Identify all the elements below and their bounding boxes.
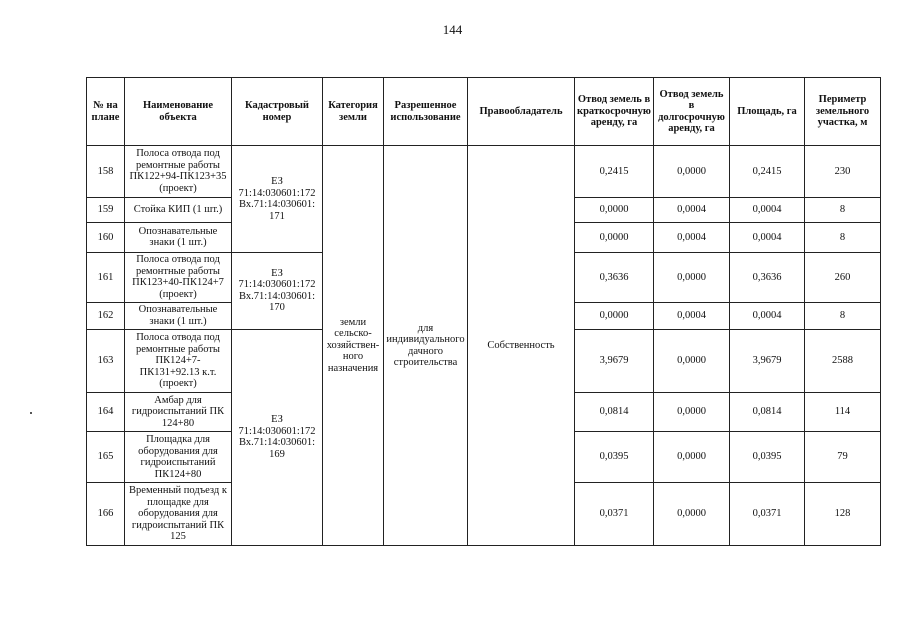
long-term-lease-cell: 0,0000 [654, 431, 730, 483]
area-cell: 0,0371 [730, 483, 805, 546]
perimeter-cell: 114 [805, 393, 881, 431]
area-cell: 3,9679 [730, 329, 805, 393]
area-cell: 0,0814 [730, 393, 805, 431]
header-plan-number: № на плане [87, 78, 125, 146]
area-cell: 0,0004 [730, 197, 805, 222]
area-cell: 0,2415 [730, 146, 805, 198]
area-cell: 0,3636 [730, 253, 805, 302]
short-term-lease-cell: 0,2415 [575, 146, 654, 198]
object-name-cell: Стойка КИП (1 шт.) [125, 197, 232, 222]
header-row [87, 78, 881, 146]
perimeter-cell: 128 [805, 483, 881, 546]
header-cadastral-number: Кадастровый номер [232, 78, 323, 146]
plan-number-cell: 163 [87, 329, 125, 393]
plan-number-cell: 162 [87, 302, 125, 329]
plan-number-cell: 166 [87, 483, 125, 546]
long-term-lease-cell: 0,0000 [654, 329, 730, 393]
cadastral-number-cell: ЕЗ 71:14:030601:172 Вх.71:14:030601: 169 [232, 329, 323, 545]
long-term-lease-cell: 0,0000 [654, 146, 730, 198]
object-name-cell: Временный подъезд к площадке для оборудования для гидроиспытаний ПК 125 [125, 483, 232, 546]
plan-number-cell: 158 [87, 146, 125, 198]
perimeter-cell: 2588 [805, 329, 881, 393]
short-term-lease-cell: 3,9679 [575, 329, 654, 393]
plan-number-cell: 160 [87, 222, 125, 252]
long-term-lease-cell: 0,0004 [654, 222, 730, 252]
cadastral-number-cell: ЕЗ 71:14:030601:172 Вх.71:14:030601: 170 [232, 253, 323, 330]
cadastral-number-cell: ЕЗ 71:14:030601:172 Вх.71:14:030601: 171 [232, 146, 323, 253]
object-name-cell: Полоса отвода под ремонтные работы ПК124+7-ПК131+92.13 к.т. (проект) [125, 329, 232, 393]
area-cell: 0,0395 [730, 431, 805, 483]
long-term-lease-cell: 0,0000 [654, 393, 730, 431]
table-row [87, 146, 881, 198]
perimeter-cell: 8 [805, 222, 881, 252]
short-term-lease-cell: 0,0395 [575, 431, 654, 483]
permitted-use-cell: для индивидуального дачного строительства [384, 146, 468, 546]
perimeter-cell: 8 [805, 302, 881, 329]
scan-speck [30, 412, 32, 414]
header-land-category: Категория земли [323, 78, 384, 146]
header-perimeter: Периметр земельного участка, м [805, 78, 881, 146]
land-category-cell: земли сельско-хозяйствен-ного назначения [323, 146, 384, 546]
short-term-lease-cell: 0,0371 [575, 483, 654, 546]
header-object-name: Наименование объекта [125, 78, 232, 146]
area-cell: 0,0004 [730, 222, 805, 252]
long-term-lease-cell: 0,0004 [654, 302, 730, 329]
object-name-cell: Опознавательные знаки (1 шт.) [125, 222, 232, 252]
long-term-lease-cell: 0,0000 [654, 253, 730, 302]
page-number: 144 [442, 22, 463, 37]
object-name-cell: Полоса отвода под ремонтные работы ПК123+40-ПК124+7 (проект) [125, 253, 232, 302]
header-owner: Правообладатель [468, 78, 575, 146]
object-name-cell: Полоса отвода под ремонтные работы ПК122+94-ПК123+35 (проект) [125, 146, 232, 198]
short-term-lease-cell: 0,0000 [575, 222, 654, 252]
plan-number-cell: 165 [87, 431, 125, 483]
object-name-cell: Опознавательные знаки (1 шт.) [125, 302, 232, 329]
header-permitted-use: Разрешенное использование [384, 78, 468, 146]
plan-number-cell: 161 [87, 253, 125, 302]
long-term-lease-cell: 0,0000 [654, 483, 730, 546]
plan-number-cell: 164 [87, 393, 125, 431]
header-short-term-lease: Отвод земель в краткосрочную аренду, га [575, 78, 654, 146]
short-term-lease-cell: 0,0814 [575, 393, 654, 431]
short-term-lease-cell: 0,3636 [575, 253, 654, 302]
area-cell: 0,0004 [730, 302, 805, 329]
land-allotment-table [86, 77, 881, 546]
perimeter-cell: 260 [805, 253, 881, 302]
header-area: Площадь, га [730, 78, 805, 146]
header-long-term-lease: Отвод земель в долгосрочную аренду, га [654, 78, 730, 146]
object-name-cell: Амбар для гидроиспытаний ПК 124+80 [125, 393, 232, 431]
object-name-cell: Площадка для оборудования для гидроиспытаний ПК124+80 [125, 431, 232, 483]
short-term-lease-cell: 0,0000 [575, 302, 654, 329]
owner-cell: Собственность [468, 146, 575, 546]
perimeter-cell: 8 [805, 197, 881, 222]
plan-number-cell: 159 [87, 197, 125, 222]
short-term-lease-cell: 0,0000 [575, 197, 654, 222]
perimeter-cell: 79 [805, 431, 881, 483]
perimeter-cell: 230 [805, 146, 881, 198]
long-term-lease-cell: 0,0004 [654, 197, 730, 222]
